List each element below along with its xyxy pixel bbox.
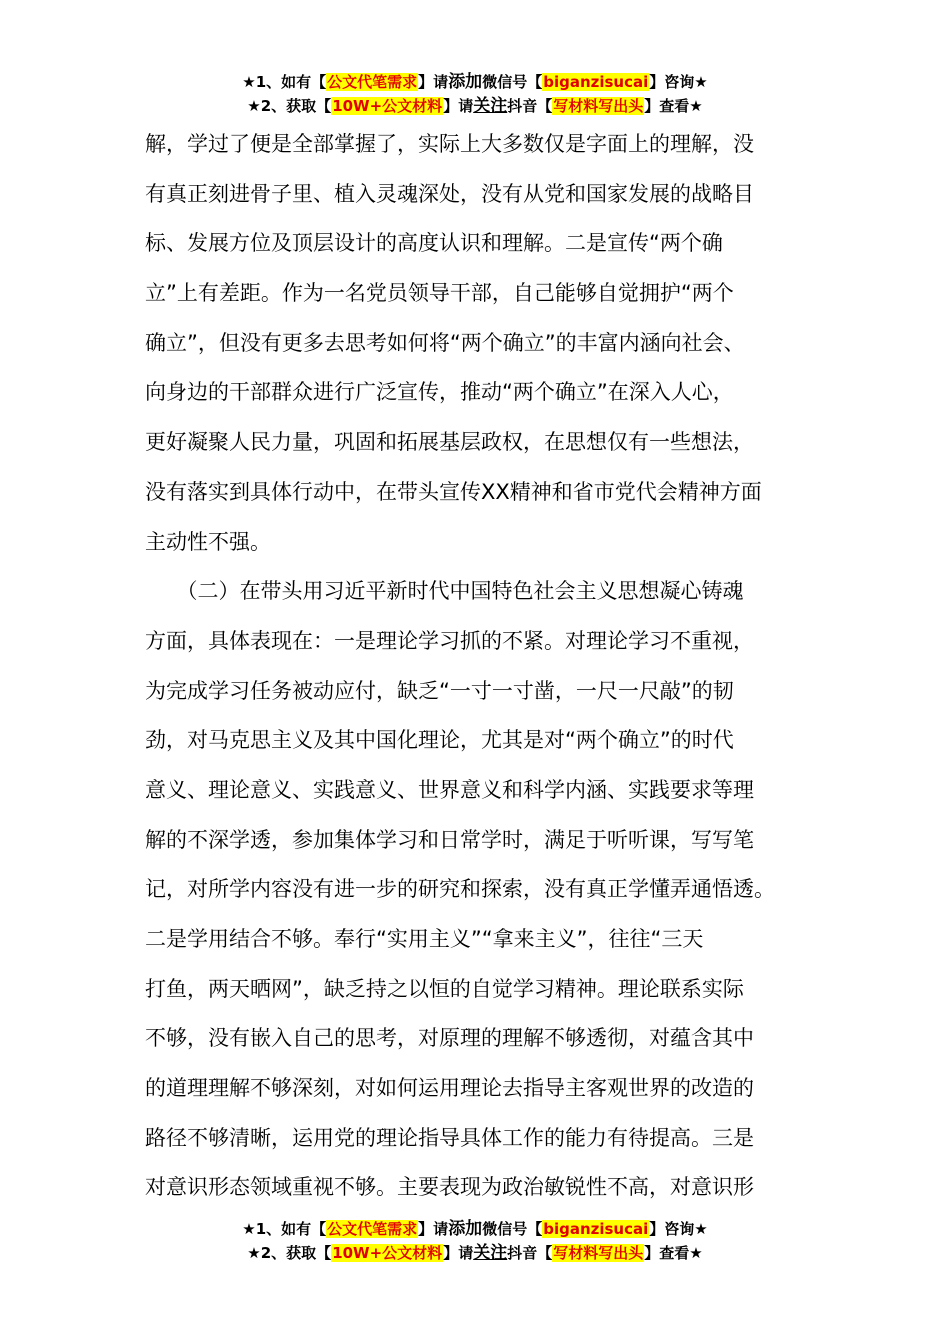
footer-banner bbox=[0, 1217, 950, 1265]
banner-text: 】请 bbox=[443, 97, 474, 115]
text-line: 有真正刻进骨子里、植入灵魂深处，没有从党和国家发展的战略目 bbox=[145, 181, 754, 206]
banner-highlight: 公文代笔需求 bbox=[327, 1220, 418, 1238]
banner-highlight: 写材料写出头 bbox=[553, 97, 644, 115]
banner-text: ★2、获取【 bbox=[247, 1244, 332, 1262]
text-line: 向身边的干部群众进行广泛宣传，推动“两个确立”在深入人心， bbox=[145, 380, 734, 405]
banner-text: 】请 bbox=[418, 1220, 449, 1238]
banner-text: 微信号【 bbox=[482, 73, 543, 91]
text-line: 不够，没有嵌入自己的思考，对原理的理解不够透彻，对蕴含其中 bbox=[145, 1026, 754, 1051]
banner-text: 微信号【 bbox=[482, 1220, 543, 1238]
banner-text: 】咨询★ bbox=[649, 1220, 708, 1238]
banner-highlight: 公文代笔需求 bbox=[327, 73, 418, 91]
text-line: 路径不够清晰，运用党的理论指导具体工作的能力有待提高。三是 bbox=[145, 1125, 754, 1150]
body-text bbox=[145, 120, 810, 1213]
text-line: 主动性不强。 bbox=[145, 529, 271, 554]
banner-emphasis: 添加 bbox=[448, 72, 483, 92]
banner-emphasis: 关注 bbox=[473, 1243, 508, 1263]
banner-line-1 bbox=[0, 1217, 950, 1241]
text-line: 解，学过了便是全部掌握了，实际上大多数仅是字面上的理解，没 bbox=[145, 132, 754, 156]
text-line: 打鱼，两天晒网”，缺乏持之以恒的自觉学习精神。理论联系实际 bbox=[145, 976, 744, 1001]
banner-text: ★1、如有【 bbox=[242, 1220, 327, 1238]
banner-highlight: 10W+公文材料 bbox=[332, 97, 443, 115]
banner-highlight: biganzisucai bbox=[543, 1220, 649, 1238]
text-line: 为完成学习任务被动应付，缺乏“一寸一寸凿，一尺一尺敲”的韧 bbox=[145, 678, 734, 703]
banner-text: 】查看★ bbox=[644, 1244, 703, 1262]
text-line: 的道理理解不够深刻，对如何运用理论去指导主客观世界的改造的 bbox=[145, 1076, 754, 1101]
banner-text: 抖音【 bbox=[507, 1244, 553, 1262]
banner-text: 抖音【 bbox=[507, 97, 553, 115]
text-line: （二）在带头用习近平新时代中国特色社会主义思想凝心铸魂 bbox=[145, 579, 744, 604]
banner-text: 】查看★ bbox=[644, 97, 703, 115]
banner-line-2 bbox=[0, 94, 950, 118]
banner-emphasis: 添加 bbox=[448, 1219, 483, 1239]
text-line: 立”上有差距。作为一名党员领导干部，自己能够自觉拥护“两个 bbox=[145, 281, 734, 306]
text-line: 解的不深学透，参加集体学习和日常学时，满足于听听课，写写笔 bbox=[145, 827, 754, 852]
text-line: 意义、理论意义、实践意义、世界意义和科学内涵、实践要求等理 bbox=[145, 777, 754, 802]
banner-line-1 bbox=[0, 70, 950, 94]
text-line: 二是学用结合不够。奉行“实用主义”“拿来主义”，往往“三天 bbox=[145, 927, 704, 951]
text-line: 方面，具体表现在：一是理论学习抓的不紧。对理论学习不重视， bbox=[145, 628, 754, 653]
text-line: 确立”，但没有更多去思考如何将“两个确立”的丰富内涵向社会、 bbox=[145, 330, 745, 355]
banner-text: ★2、获取【 bbox=[247, 97, 332, 115]
text-line: 没有落实到具体行动中，在带头宣传XX精神和省市党代会精神方面 bbox=[145, 479, 762, 504]
banner-highlight: 写材料写出头 bbox=[553, 1244, 644, 1262]
text-line: 更好凝聚人民力量，巩固和拓展基层政权，在思想仅有一些想法， bbox=[145, 430, 754, 455]
text-line: 标、发展方位及顶层设计的高度认识和理解。二是宣传“两个确 bbox=[145, 231, 723, 256]
text-line: 对意识形态领域重视不够。主要表现为政治敏锐性不高，对意识形 bbox=[145, 1175, 754, 1200]
banner-text: 】咨询★ bbox=[649, 73, 708, 91]
banner-text: 】请 bbox=[418, 73, 449, 91]
banner-text: 】请 bbox=[443, 1244, 474, 1262]
banner-text: ★1、如有【 bbox=[242, 73, 327, 91]
banner-emphasis: 关注 bbox=[473, 96, 508, 116]
text-line: 记，对所学内容没有进一步的研究和探索，没有真正学懂弄通悟透。 bbox=[145, 877, 775, 902]
header-banner bbox=[0, 70, 950, 118]
banner-highlight: 10W+公文材料 bbox=[332, 1244, 443, 1262]
banner-line-2 bbox=[0, 1241, 950, 1265]
text-line: 劲，对马克思主义及其中国化理论，尤其是对“两个确立”的时代 bbox=[145, 728, 734, 753]
banner-highlight: biganzisucai bbox=[543, 73, 649, 91]
